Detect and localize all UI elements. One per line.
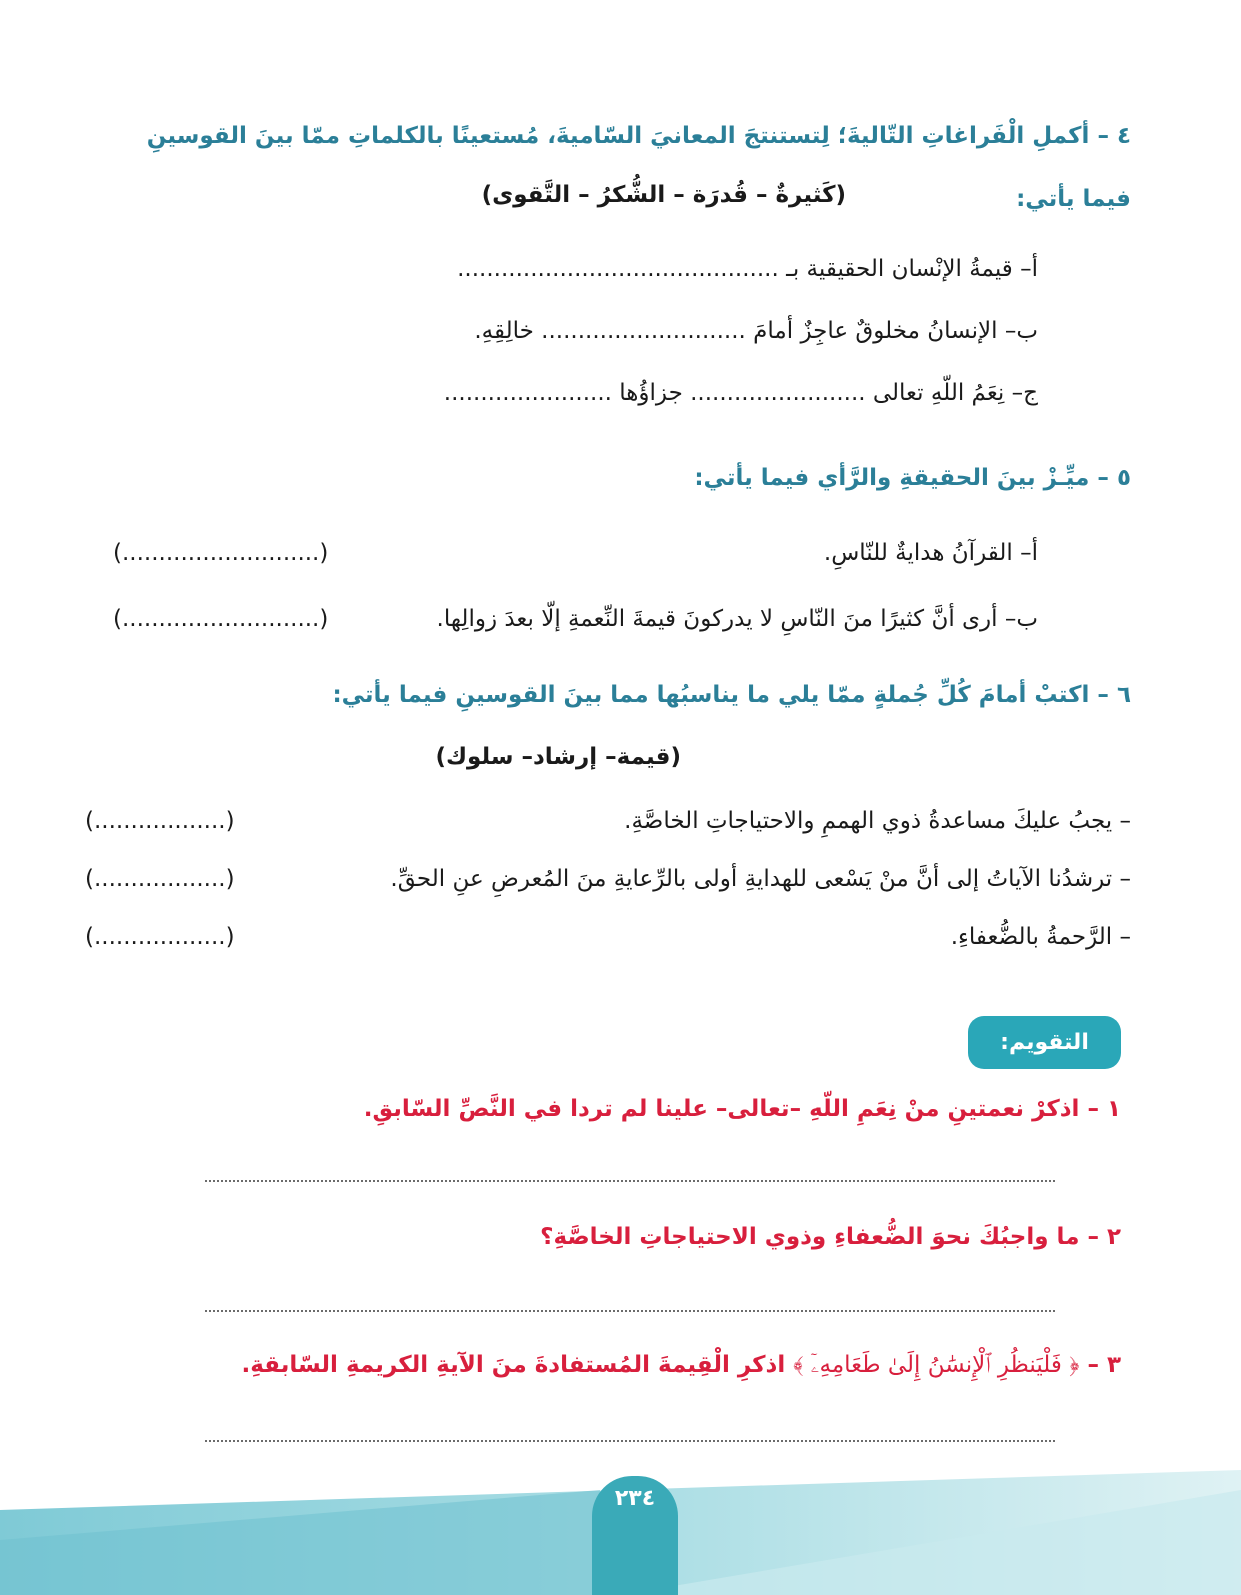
q5-item-b-blank: (...........................) — [113, 606, 329, 632]
q6-item-2: – ترشدُنا الآياتُ إلى أنَّ منْ يَسْعى للهدايةِ أولى بالرِّعايةِ منَ المُعرضِ عنِ الحقِّ. — [390, 866, 1131, 892]
q4-title-cont: فيما يأتي: — [1016, 186, 1131, 212]
q5-title: ٥ – ميِّـزْ بينَ الحقيقةِ والرَّأي فيما يأتي: — [694, 465, 1131, 491]
q6-item-2-blank: (..................) — [85, 866, 235, 892]
q4-title: ٤ – أكملِ الْفَراغاتِ التّاليةَ؛ لِتستنتجَ المعانيَ السّاميةَ، مُستعينًا بالكلماتِ ممّا بينَ القوسينِ — [146, 123, 1131, 149]
q6-item-1-blank: (..................) — [85, 808, 235, 834]
eval-q2-answer-line[interactable] — [205, 1310, 1055, 1312]
q5-item-a: أ– القرآنُ هدايةٌ للنّاسِ. — [823, 540, 1038, 566]
page-number: ٢٣٤ — [592, 1476, 678, 1595]
eval-q3-number: ٣ – — [1087, 1352, 1121, 1378]
q4-item-c: ج– نِعَمُ اللّهِ تعالى ........................ جزاؤُها ....................... — [443, 380, 1038, 406]
eval-q1-answer-line[interactable] — [205, 1180, 1055, 1182]
q4-word-bank: (كَثيرةٌ – قُدرَة – الشُّكرُ – التَّقوى) — [481, 182, 846, 208]
eval-q3-answer-line[interactable] — [205, 1440, 1055, 1442]
eval-q2: ٢ – ما واجبُكَ نحوَ الضُّعفاءِ وذوي الاحتياجاتِ الخاصَّةِ؟ — [540, 1224, 1121, 1250]
q6-item-3: – الرَّحمةُ بالضُّعفاءِ. — [950, 924, 1131, 950]
q5-item-a-blank: (...........................) — [113, 540, 329, 566]
eval-q3-text: اذكرِ الْقِيمةَ المُستفادةَ منَ الآيةِ الكريمةِ السّابقةِ. — [241, 1352, 786, 1378]
evaluation-badge: التقويم: — [968, 1016, 1121, 1069]
q6-title: ٦ – اكتبْ أمامَ كُلِّ جُملةٍ ممّا يلي ما يناسبُها مما بينَ القوسينِ فيما يأتي: — [332, 682, 1131, 708]
q4-item-b: ب– الإنسانُ مخلوقٌ عاجِزٌ أمامَ ............................ خالِقِهِ. — [474, 318, 1038, 344]
q4-item-a: أ– قيمةُ الإنْسان الحقيقية بـ ............................................ — [457, 256, 1038, 282]
q6-item-1: – يجبُ عليكَ مساعدةُ ذوي الهممِ والاحتياجاتِ الخاصَّةِ. — [624, 808, 1131, 834]
q6-word-bank: (قيمة– إرشاد– سلوك) — [435, 744, 681, 770]
q6-item-3-blank: (..................) — [85, 924, 235, 950]
eval-q3-verse: ﴿ فَلْيَنظُرِ ٱلْإِنسَٰنُ إِلَىٰ طَعَامِهِۦٓ ﴾ — [793, 1352, 1080, 1378]
q5-item-b: ب– أرى أنَّ كثيرًا منَ النّاسِ لا يدركونَ قيمةَ النِّعمةِ إلّا بعدَ زوالِها. — [436, 606, 1038, 632]
eval-q3 — [242, 1352, 1122, 1378]
eval-q1: ١ – اذكرْ نعمتينِ منْ نِعَمِ اللّهِ –تعالى– علينا لم تردا في النَّصِّ السّابقِ. — [363, 1096, 1121, 1122]
